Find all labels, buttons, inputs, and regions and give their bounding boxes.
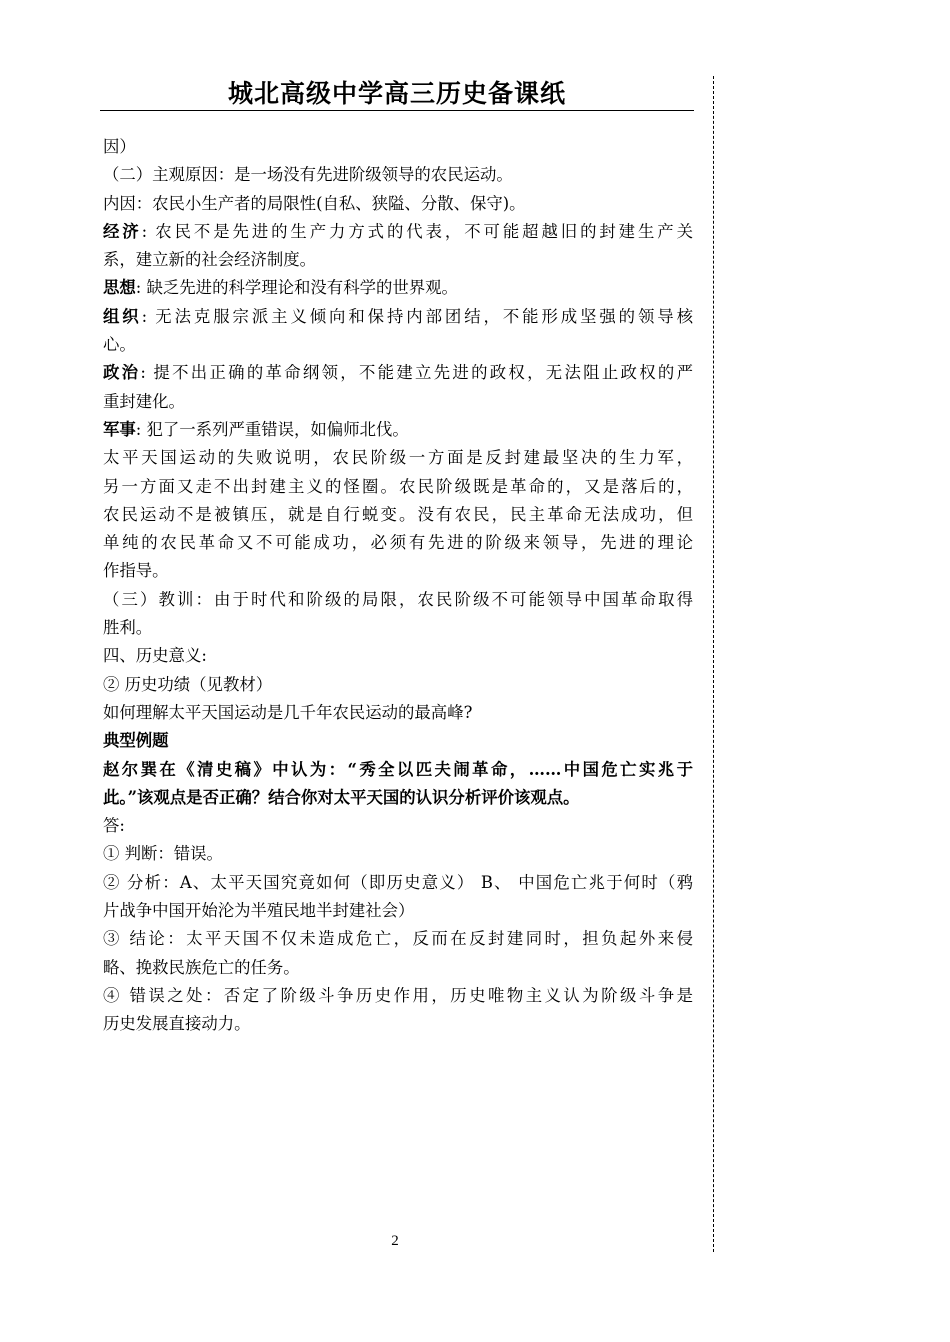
text-line-military: 军事: 犯了一系列严重错误，如偏师北伐。	[103, 419, 409, 439]
text-line: （三）教训：由于时代和阶级的局限，农民阶级不可能领导中国革命取得	[103, 589, 693, 609]
body-text	[103, 133, 693, 1039]
text-line: 内因：农民小生产者的局限性(自私、狭隘、分散、保守)。	[103, 193, 526, 213]
label-economy: 经济	[103, 221, 142, 241]
answer-line: ④ 错误之处：否定了阶级斗争历史作用，历史唯物主义认为阶级斗争是	[103, 985, 693, 1005]
label-organization: 组织	[103, 306, 142, 326]
text-line-politics: 政治: 提不出正确的革命纲领，不能建立先进的政权，无法阻止政权的严	[103, 363, 693, 383]
text-line: ② 历史功绩（见教材）	[103, 674, 273, 694]
answer-label: 答:	[103, 816, 125, 836]
dashed-cut-line	[713, 76, 714, 1252]
label-politics: 政治	[103, 363, 141, 383]
example-question: 此。”该观点是否正确？结合你对太平天国的认识分析评价该观点。	[103, 787, 580, 807]
example-heading: 典型例题	[103, 731, 169, 751]
answer-line: ③ 结论：太平天国不仅未造成危亡，反而在反封建同时，担负起外来侵	[103, 929, 693, 949]
page-title: 城北高级中学高三历史备课纸	[227, 79, 566, 108]
text-line: 农民运动不是被镇压，就是自行蜕变。没有农民，民主革命无法成功，但	[103, 504, 693, 524]
text-line: 胜利。	[103, 618, 153, 638]
answer-line: ① 判断：错误。	[103, 844, 223, 864]
answer-line: 略、挽救民族危亡的任务。	[103, 957, 300, 977]
text-line: 作指导。	[103, 561, 169, 581]
question-line: 如何理解太平天国运动是几千年农民运动的最高峰?	[103, 702, 473, 722]
answer-line: 片战争中国开始沦为半殖民地半封建社会）	[103, 901, 415, 921]
answer-line: ② 分析：A、太平天国究竟如何（即历史意义） B、 中国危亡兆于何时（鸦	[103, 872, 693, 892]
label-thought: 思想	[103, 278, 136, 298]
text-line: （二）主观原因：是一场没有先进阶级领导的农民运动。	[103, 165, 513, 185]
answer-line: 历史发展直接动力。	[103, 1014, 251, 1034]
example-question: 赵尔巽在《清史稿》中认为：“秀全以匹夫闹革命，……中国危亡实兆于	[103, 759, 693, 779]
text-line: 单纯的农民革命又不可能成功，必须有先进的阶级来领导，先进的理论	[103, 533, 693, 553]
text-line-organization: 组织: 无法克服宗派主义倾向和保持内部团结，不能形成坚强的领导核	[103, 306, 694, 326]
text-line: 系，建立新的社会经济制度。	[103, 250, 317, 270]
section-heading: 四、历史意义:	[103, 646, 207, 666]
text-line: 太平天国运动的失败说明，农民阶级一方面是反封建最坚决的生力军，	[103, 448, 693, 468]
title-underline	[100, 110, 694, 111]
text-line: 心。	[103, 335, 136, 355]
text-line-economy: 经济: 农民不是先进的生产力方式的代表，不可能超越旧的封建生产关	[103, 221, 694, 241]
text-line: 重封建化。	[103, 391, 185, 411]
label-military: 军事	[103, 419, 136, 439]
text-line: 因）	[103, 137, 136, 156]
page-number: 2	[391, 1233, 399, 1249]
text-line-thought: 思想: 缺乏先进的科学理论和没有科学的世界观。	[103, 278, 458, 298]
text-line: 另一方面又走不出封建主义的怪圈。农民阶级既是革命的，又是落后的，	[103, 476, 693, 496]
